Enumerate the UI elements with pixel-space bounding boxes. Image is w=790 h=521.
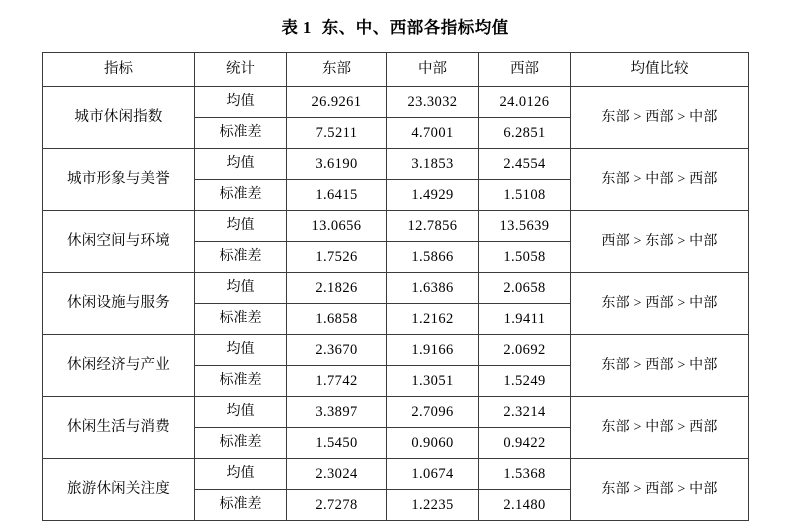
- cell-east: 1.6858: [287, 304, 387, 335]
- cell-west: 1.5108: [479, 180, 571, 211]
- row-indicator: 休闲生活与消费: [43, 397, 195, 459]
- table-row: [43, 397, 749, 428]
- table-row: [43, 149, 749, 180]
- row-indicator: 休闲经济与产业: [43, 335, 195, 397]
- row-comparison: 东部 > 西部 > 中部: [571, 273, 749, 335]
- cell-west: 0.9422: [479, 428, 571, 459]
- row-comparison: 东部 > 西部 > 中部: [571, 459, 749, 521]
- cell-middle: 23.3032: [387, 87, 479, 118]
- row-stat-label: 标准差: [195, 428, 287, 459]
- cell-west: 2.0692: [479, 335, 571, 366]
- cell-middle: 1.6386: [387, 273, 479, 304]
- table-row: [43, 335, 749, 366]
- table-body: [43, 87, 749, 521]
- cell-middle: 1.2162: [387, 304, 479, 335]
- cell-middle: 4.7001: [387, 118, 479, 149]
- row-indicator: 休闲空间与环境: [43, 211, 195, 273]
- row-indicator: 城市形象与美誉: [43, 149, 195, 211]
- table-row: [43, 211, 749, 242]
- column-header-west: 西部: [479, 53, 571, 87]
- cell-west: 2.3214: [479, 397, 571, 428]
- cell-east: 7.5211: [287, 118, 387, 149]
- cell-west: 1.5058: [479, 242, 571, 273]
- cell-middle: 0.9060: [387, 428, 479, 459]
- cell-east: 3.3897: [287, 397, 387, 428]
- row-stat-label: 标准差: [195, 118, 287, 149]
- cell-east: 1.6415: [287, 180, 387, 211]
- column-header-comparison: 均值比较: [571, 53, 749, 87]
- column-header-middle: 中部: [387, 53, 479, 87]
- cell-east: 13.0656: [287, 211, 387, 242]
- table-caption: [0, 0, 790, 52]
- row-stat-label: 标准差: [195, 490, 287, 521]
- row-comparison: 东部 > 中部 > 西部: [571, 149, 749, 211]
- cell-east: 1.7742: [287, 366, 387, 397]
- row-stat-label: 均值: [195, 459, 287, 490]
- row-stat-label: 均值: [195, 87, 287, 118]
- column-header-indicator: 指标: [43, 53, 195, 87]
- cell-east: 2.1826: [287, 273, 387, 304]
- cell-west: 2.1480: [479, 490, 571, 521]
- cell-middle: 3.1853: [387, 149, 479, 180]
- table-header-row: [43, 53, 749, 87]
- row-comparison: 东部 > 西部 > 中部: [571, 87, 749, 149]
- cell-west: 1.9411: [479, 304, 571, 335]
- cell-middle: 1.5866: [387, 242, 479, 273]
- cell-middle: 1.0674: [387, 459, 479, 490]
- row-stat-label: 标准差: [195, 366, 287, 397]
- table-row: [43, 459, 749, 490]
- row-stat-label: 标准差: [195, 242, 287, 273]
- row-stat-label: 标准差: [195, 304, 287, 335]
- cell-east: 1.5450: [287, 428, 387, 459]
- table-row: [43, 273, 749, 304]
- row-comparison: 东部 > 西部 > 中部: [571, 335, 749, 397]
- cell-west: 1.5249: [479, 366, 571, 397]
- column-header-east: 东部: [287, 53, 387, 87]
- row-stat-label: 标准差: [195, 180, 287, 211]
- cell-west: 2.4554: [479, 149, 571, 180]
- table-container: [42, 52, 748, 521]
- cell-middle: 2.7096: [387, 397, 479, 428]
- row-comparison: 东部 > 中部 > 西部: [571, 397, 749, 459]
- row-indicator: 城市休闲指数: [43, 87, 195, 149]
- cell-east: 26.9261: [287, 87, 387, 118]
- cell-middle: 1.4929: [387, 180, 479, 211]
- row-stat-label: 均值: [195, 211, 287, 242]
- row-stat-label: 均值: [195, 149, 287, 180]
- statistics-table: [42, 52, 749, 521]
- cell-east: 3.6190: [287, 149, 387, 180]
- cell-middle: 1.3051: [387, 366, 479, 397]
- cell-middle: 1.9166: [387, 335, 479, 366]
- cell-east: 1.7526: [287, 242, 387, 273]
- row-stat-label: 均值: [195, 397, 287, 428]
- cell-west: 13.5639: [479, 211, 571, 242]
- cell-east: 2.3670: [287, 335, 387, 366]
- row-stat-label: 均值: [195, 273, 287, 304]
- row-stat-label: 均值: [195, 335, 287, 366]
- row-comparison: 西部 > 东部 > 中部: [571, 211, 749, 273]
- cell-middle: 12.7856: [387, 211, 479, 242]
- cell-west: 24.0126: [479, 87, 571, 118]
- cell-west: 2.0658: [479, 273, 571, 304]
- table-number: 表 1: [281, 18, 312, 37]
- cell-east: 2.3024: [287, 459, 387, 490]
- row-indicator: 旅游休闲关注度: [43, 459, 195, 521]
- row-indicator: 休闲设施与服务: [43, 273, 195, 335]
- cell-west: 6.2851: [479, 118, 571, 149]
- cell-middle: 1.2235: [387, 490, 479, 521]
- table-row: [43, 87, 749, 118]
- column-header-statistic: 统计: [195, 53, 287, 87]
- cell-west: 1.5368: [479, 459, 571, 490]
- table-title-text: 东、中、西部各指标均值: [321, 18, 509, 37]
- cell-east: 2.7278: [287, 490, 387, 521]
